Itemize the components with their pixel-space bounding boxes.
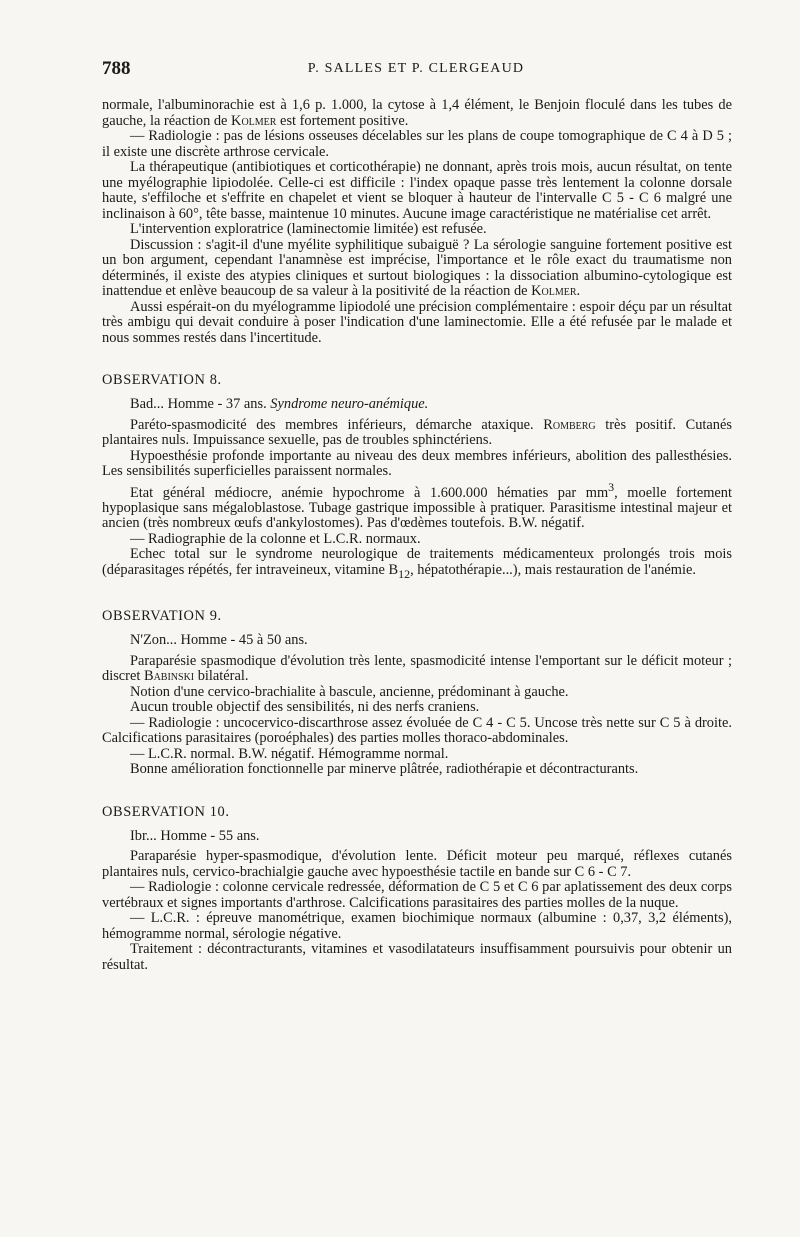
paragraph: normale, l'albuminorachie est à 1,6 p. 1.000, la cytose à 1,4 élément, le Benjoin floculé dans les tubes de gauche, la réaction de Kolmer est fortement positive.: [102, 97, 732, 129]
running-head: P. SALLES ET P. CLERGEAUD: [307, 61, 525, 76]
proper-name: Kolmer: [531, 283, 577, 299]
proper-name: Romberg: [543, 416, 596, 433]
paragraph: Discussion : s'agit-il d'une myélite syphilitique subaiguë ? La sérologie sanguine fortement positive est un bon argument, cependant l'anamnèse est imprécise, l'importance et le rôle exact du traumatisme non déterminés, il existe des atypies cliniques et surtout biologiques : la dissociation albumino-cytologique est inattendue et enlève beaucoup de sa valeur à la positivité de la réaction de Kolmer.: [102, 236, 732, 299]
paragraph: Aucun trouble objectif des sensibilités, ni des nerfs craniens.: [130, 699, 480, 716]
paragraph: Paraparésie spasmodique d'évolution très lente, spasmodicité intense l'emportant sur le déficit moteur ; discret Babinski bilatéral.: [102, 652, 732, 685]
observation-heading: OBSERVATION 9.: [102, 608, 222, 625]
paragraph: Traitement : décontracturants, vitamines et vasodilatateurs insuffisamment poursuivis pour obtenir un résultat.: [102, 941, 732, 973]
patient-line: Bad... Homme - 37 ans. Syndrome neuro-anémique.: [130, 396, 429, 412]
paragraph: — Radiologie : uncocervico-discarthrose assez évoluée de C 4 - C 5. Uncose très nette sur C 5 à droite. Calcifications parasitaires (poroéphales) des parties molles thoraco-abdominales.: [102, 714, 732, 747]
syndrome-title: Syndrome neuro-anémique.: [270, 396, 429, 412]
proper-name: Babinski: [143, 668, 195, 685]
page-number: 788: [102, 58, 131, 79]
observation-heading: OBSERVATION 8.: [102, 372, 222, 388]
paragraph: L'intervention exploratrice (laminectomie limitée) est refusée.: [130, 221, 487, 237]
paragraph: Hypoesthésie profonde importante au niveau des deux membres inférieurs, abolition des pallesthésies. Les sensibilités superficielles paraissent normales.: [102, 447, 732, 479]
paragraph: — Radiologie : colonne cervicale redressée, déformation de C 5 et C 6 par aplatissement des deux corps vertébraux et signes importants d'arthrose. Calcifications parasitaires des parties molles de la nuque.: [102, 879, 732, 911]
paragraph: Aussi espérait-on du myélogramme lipiodolé une précision complémentaire : espoir déçu par un résultat très ambigu qui devait conduire à poser l'indication d'une laminectomie. Elle a été refusée par le malade et nous sommes restés dans l'incertitude.: [102, 298, 732, 346]
paragraph: Bonne amélioration fonctionnelle par minerve plâtrée, radiothérapie et décontracturants.: [130, 761, 639, 778]
paragraph: — Radiologie : pas de lésions osseuses décelables sur les plans de coupe tomographique de C 4 à D 5 ; il existe une discrète arthrose cervicale.: [102, 128, 732, 160]
paragraph: — Radiographie de la colonne et L.C.R. normaux.: [130, 530, 421, 547]
paragraph: Paraparésie hyper-spasmodique, d'évolution lente. Déficit moteur peu marqué, réflexes cutanés plantaires nuls, cervico-brachialgie gauche avec hypoesthésie tactile en bande sur C 6 - C 7.: [102, 848, 732, 880]
proper-name: Kolmer: [231, 112, 277, 129]
paragraph: Echec total sur le syndrome neurologique de traitements médicamenteux prolongés trois mois (déparasitages répétés, fer intraveineux, vitamine $B_{12}$, hépatothérapie...), mais restauration de l'anémie.: [102, 546, 732, 581]
paragraph: Etat général médiocre, anémie hypochrome à 1.600.000 hématies par $mm^3$, moelle fortement hypoplasique sans mégaloblastose. Tubage gastrique impossible à pratiquer. Parasitisme intestinal majeur et ancien (très nombreux œufs d'ankylostomes). Pas d'œdèmes toutefois. B.W. négatif.: [102, 479, 732, 532]
paragraph: — L.C.R. : épreuve manométrique, examen biochimique normaux (albumine : 0,37, 3,2 éléments), hémogramme normal, sérologie négative.: [102, 910, 732, 942]
paragraph: — L.C.R. normal. B.W. négatif. Hémogramme normal.: [130, 745, 449, 762]
paragraph: La thérapeutique (antibiotiques et corticothérapie) ne donnant, après trois mois, aucun résultat, on tente une myélographie lipiodolée. Celle-ci est difficile : l'index opaque passe très lentement la colonne dorsale haute, s'effiloche et s'effrite en chapelet et vient se bloquer à hauteur de l'intervalle C 5 - C 6 malgré une inclinaison à 60°, tête basse, maintenue 10 minutes. Aucune image caractéristique ne matérialise cet arrêt.: [102, 159, 732, 222]
page-header: [102, 58, 730, 86]
patient-line: N'Zon... Homme - 45 à 50 ans.: [130, 632, 308, 649]
patient-line: Ibr... Homme - 55 ans.: [130, 827, 260, 844]
observation-heading: OBSERVATION 10.: [102, 803, 230, 820]
paragraph: Notion d'une cervico-brachialite à bascule, ancienne, prédominant à gauche.: [130, 683, 569, 700]
paragraph: Paréto-spasmodicité des membres inférieurs, démarche ataxique. Romberg très positif. Cutanés plantaires nuls. Impuissance sexuelle, pas de troubles sphinctériens.: [102, 416, 732, 448]
article-body: [102, 98, 732, 973]
